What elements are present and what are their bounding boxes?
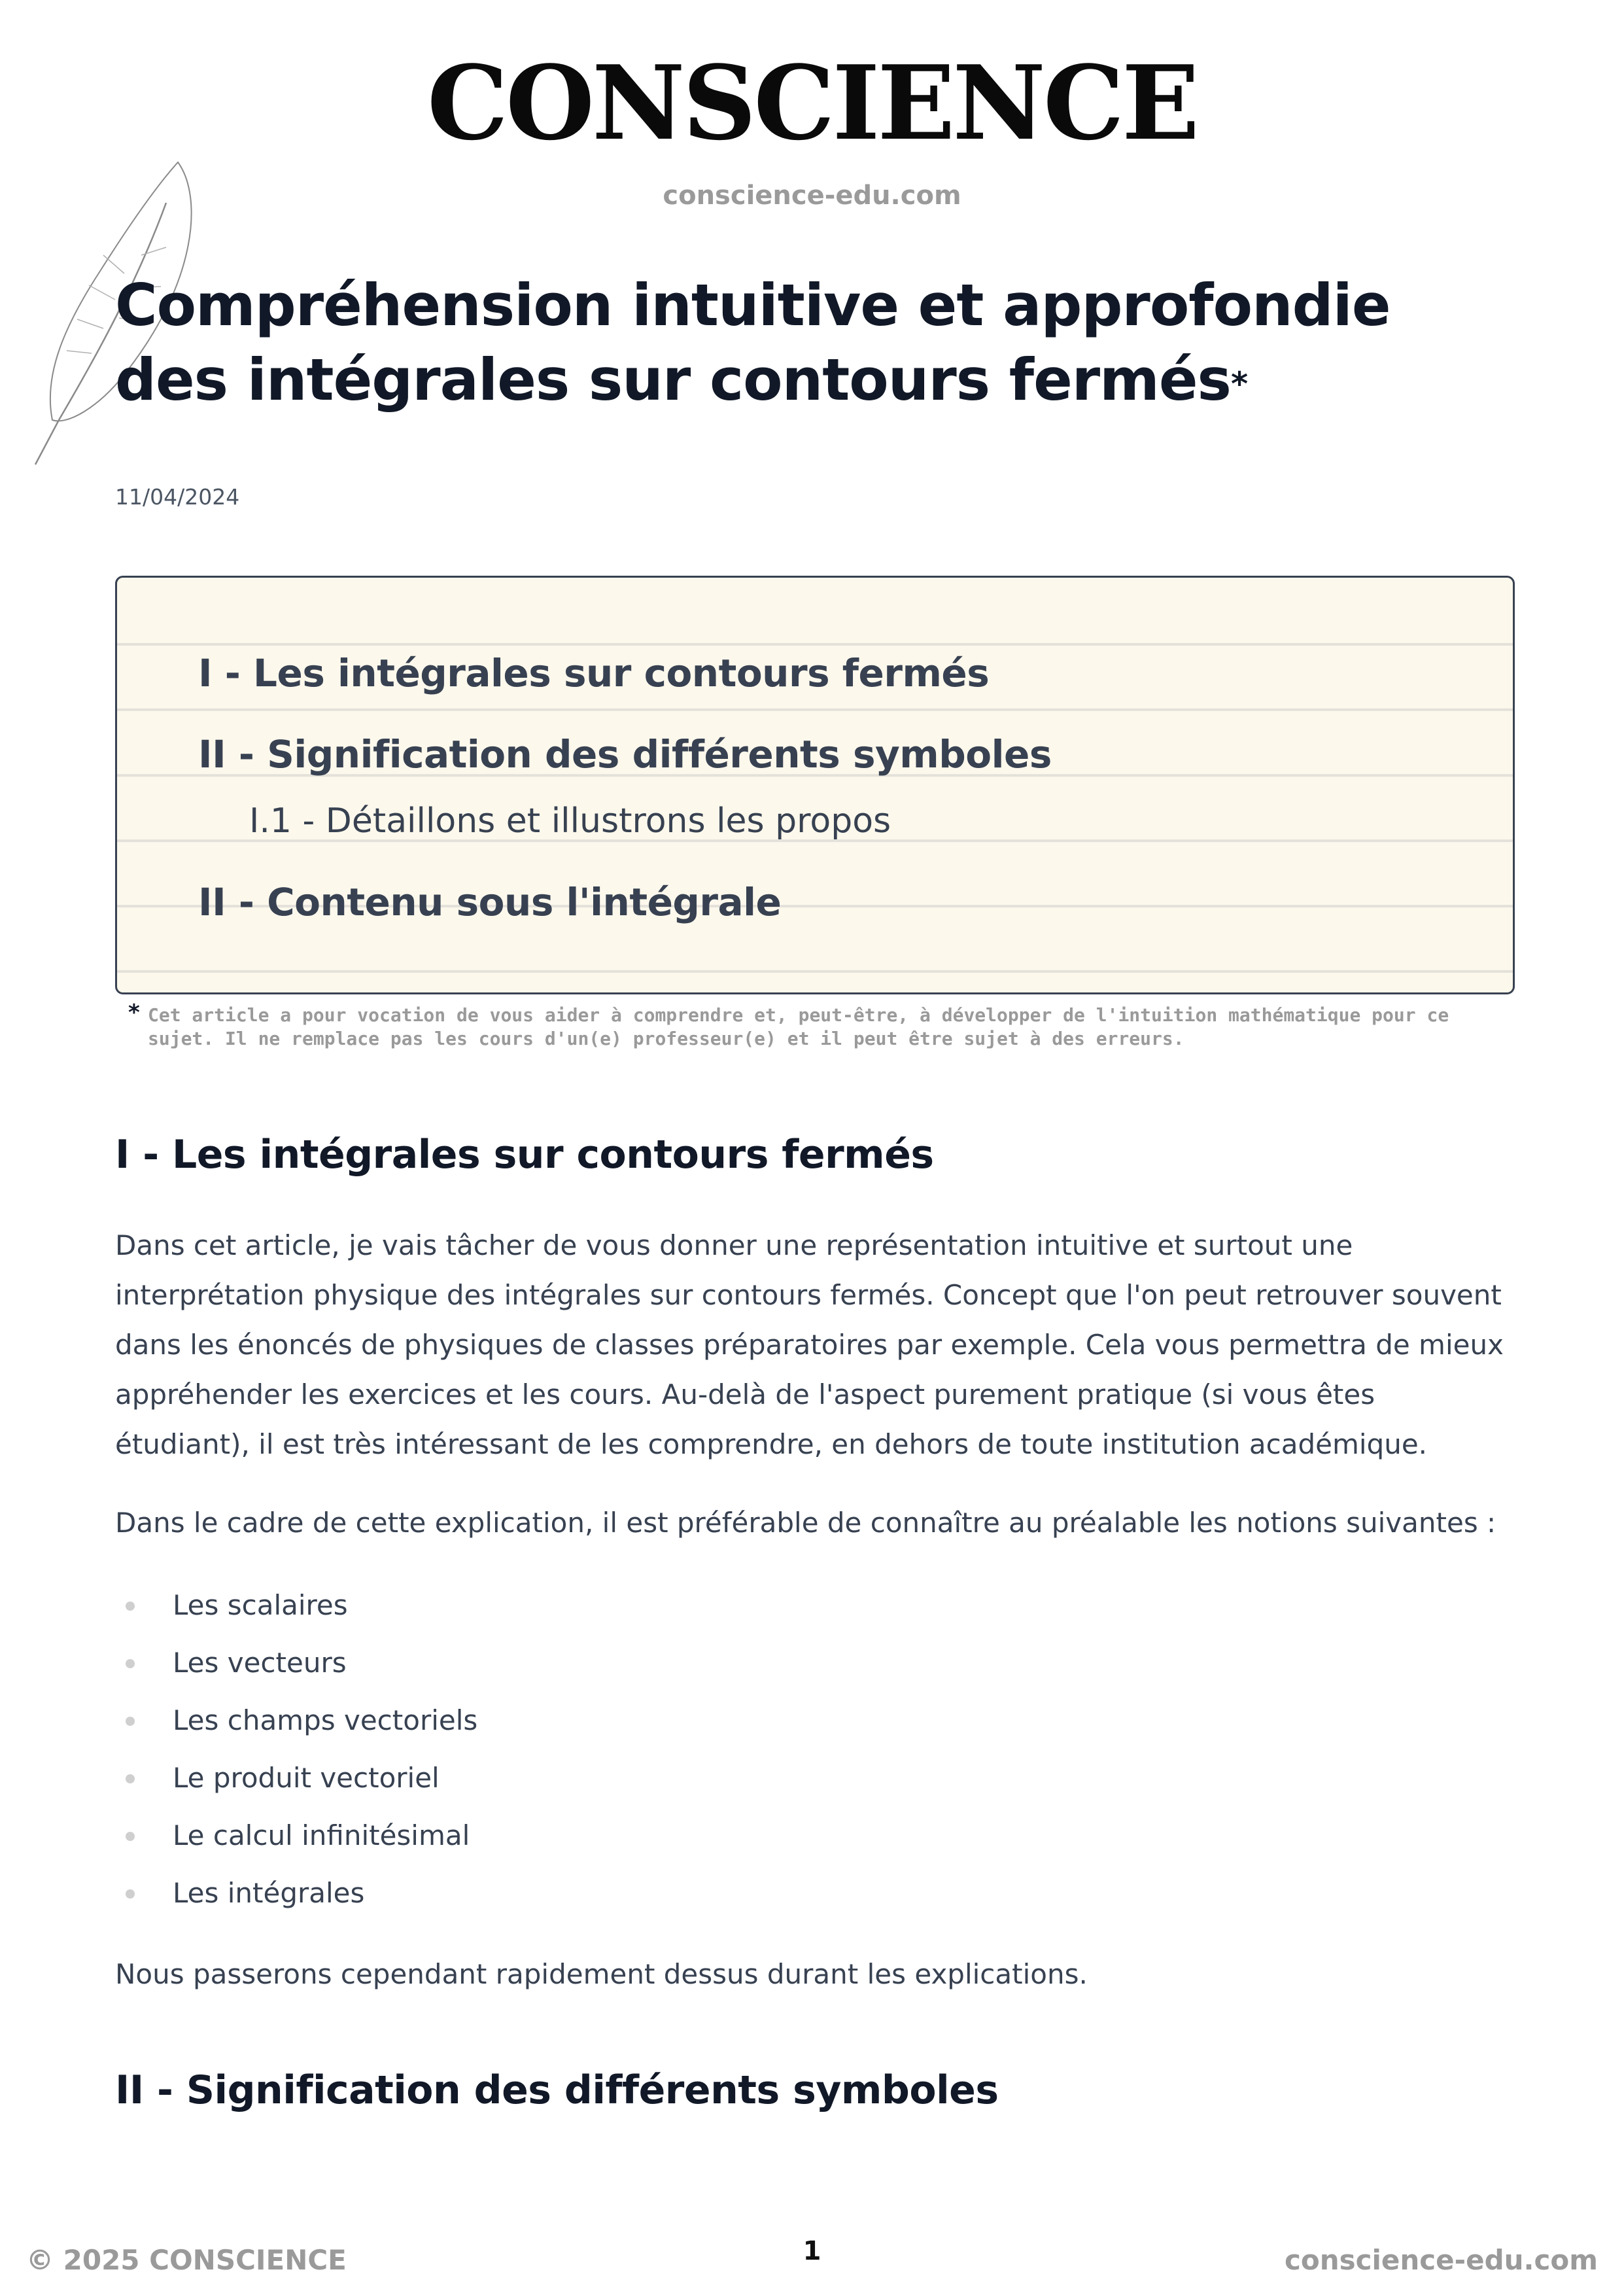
footer-copyright: © 2025 CONSCIENCE: [26, 2244, 347, 2276]
toc-item-section-2[interactable]: II - Signification des différents symboles: [198, 732, 1052, 777]
section-heading-2: II - Signification des différents symboles: [115, 2067, 999, 2113]
intro-paragraph: Dans cet article, je vais tâcher de vous donner une représentation intuitive et surtout une interprétation physique des intégrales sur contours fermés. Concept que l'on peut retrouver souvent dans les énoncés de physiques de classes préparatoires par exemple. Cela vous permettra de mieux appréhender les exercices et les cours. Au-delà de l'aspect purement pratique (si vous êtes étudiant), il est très intéressant de les comprendre, en dehors de toute institution académique.: [115, 1229, 1504, 1460]
title-footnote-mark[interactable]: *: [1230, 365, 1248, 403]
list-item: Les champs vectoriels: [115, 1692, 477, 1749]
footer-url[interactable]: conscience-edu.com: [1284, 2244, 1598, 2276]
brand-logo: CONSCIENCE: [427, 43, 1197, 163]
list-item: Le calcul infinitésimal: [115, 1807, 477, 1865]
article-title-text: Compréhension intuitive et approfondie des intégrales sur contours fermés: [115, 272, 1391, 413]
page-number: 1: [803, 2236, 821, 2266]
table-of-contents: [115, 576, 1515, 994]
footnote-text: Cet article a pour vocation de vous aider à comprendre et, peut-être, à développer de l'intuition mathématique pour ce sujet. Il ne remplace pas les cours d'un(e) professeur(e) et il peut être sujet à des erreurs.: [148, 1004, 1449, 1049]
outro-paragraph: Nous passerons cependant rapidement dessus durant les explications.: [115, 1958, 1088, 1990]
list-item: Le produit vectoriel: [115, 1749, 477, 1807]
toc-item-section-1[interactable]: I - Les intégrales sur contours fermés: [198, 651, 990, 695]
section-heading-1: I - Les intégrales sur contours fermés: [115, 1132, 934, 1178]
list-item: Les intégrales: [115, 1865, 477, 1922]
list-item: Les scalaires: [115, 1577, 477, 1634]
prerequisites-list: [115, 1577, 477, 1922]
article-title: [115, 268, 1489, 417]
toc-item-section-3[interactable]: II - Contenu sous l'intégrale: [198, 880, 782, 924]
footnote: [128, 1000, 1495, 1051]
prereq-intro-paragraph: Dans le cadre de cette explication, il est préférable de connaître au préalable les notions suivantes :: [115, 1507, 1496, 1539]
article-date: 11/04/2024: [115, 484, 240, 510]
brand-url[interactable]: conscience-edu.com: [663, 181, 961, 211]
list-item: Les vecteurs: [115, 1634, 477, 1692]
footnote-mark: *: [128, 1000, 140, 1026]
toc-item-subsection-1-1[interactable]: I.1 - Détaillons et illustrons les propos: [249, 801, 891, 841]
